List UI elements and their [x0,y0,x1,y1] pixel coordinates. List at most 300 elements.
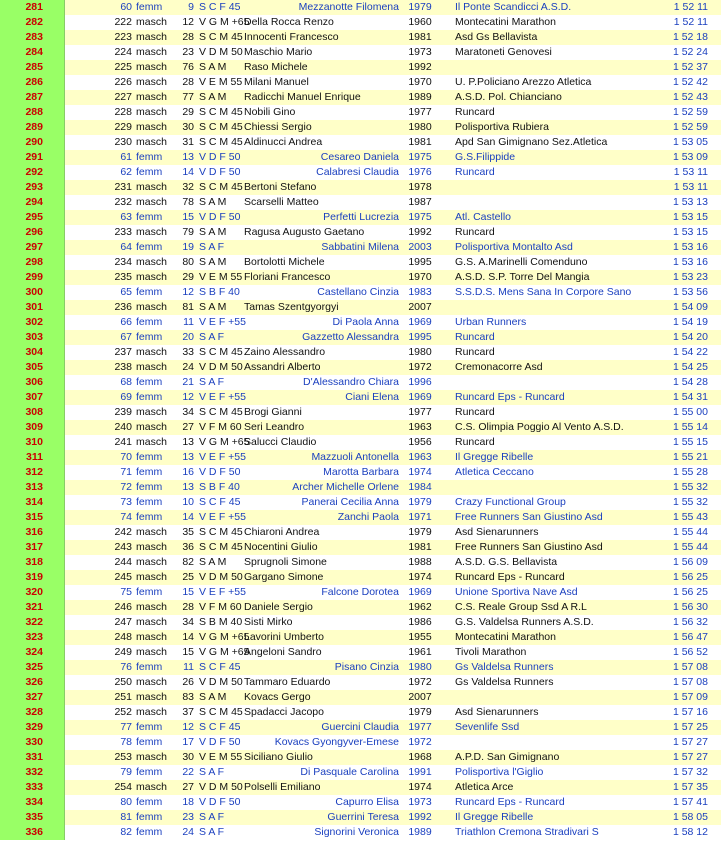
overall-position: 290 [0,135,65,150]
gender-label: masch [136,31,167,43]
gender-label: masch [136,61,167,73]
gender-label: femm [136,496,163,508]
category-rank: 34 [182,616,194,628]
overall-position: 314 [0,495,65,510]
category-code: S C M 45 [199,181,243,193]
finish-time: 1 58 05 [672,811,708,823]
birth-year: 1974 [408,571,432,583]
gender-label: femm [136,661,163,673]
gender-label: masch [136,646,167,658]
table-row [0,405,721,420]
finish-time: 1 54 09 [672,301,708,313]
birth-year: 1963 [408,421,432,433]
club-name: G.S.Filippide [455,151,516,163]
birth-year: 1977 [408,721,432,733]
category-code: S C F 45 [199,721,241,733]
overall-position: 321 [0,600,65,615]
overall-position: 282 [0,15,65,30]
table-row [0,690,721,705]
category-rank: 11 [183,661,194,673]
category-rank: 22 [182,766,194,778]
gender-label: femm [136,166,163,178]
finish-time: 1 52 37 [672,61,708,73]
gender-label: masch [136,301,167,313]
table-row [0,270,721,285]
gender-label: masch [136,46,167,58]
table-row [0,195,721,210]
overall-position: 291 [0,150,65,165]
birth-year: 1989 [408,91,432,103]
finish-time: 1 55 28 [672,466,708,478]
table-row [0,300,721,315]
birth-year: 1981 [408,136,432,148]
category-rank: 27 [182,781,194,793]
category-rank: 12 [182,391,194,403]
birth-year: 1955 [408,631,432,643]
gender-label: masch [136,181,167,193]
birth-year: 1975 [408,211,432,223]
gender-label: femm [136,316,163,328]
finish-time: 1 58 12 [672,826,708,838]
category-code: S C M 45 [199,706,243,718]
club-name: Asd Gs Bellavista [455,31,538,43]
table-row [0,375,721,390]
category-rank: 12 [182,286,194,298]
category-code: S A F [199,241,225,253]
athlete-name: Sisti Mirko [244,616,293,628]
athlete-name: Milani Manuel [244,76,309,88]
finish-time: 1 52 59 [672,121,708,133]
club-name: Urban Runners [455,316,527,328]
finish-time: 1 53 56 [672,286,708,298]
birth-year: 2007 [408,301,432,313]
finish-time: 1 57 08 [672,676,708,688]
gender-label: femm [136,331,163,343]
table-row [0,645,721,660]
finish-time: 1 53 16 [672,256,708,268]
gender-rank: 252 [114,706,132,718]
gender-rank: 77 [120,721,132,733]
category-rank: 79 [182,226,194,238]
table-row [0,510,721,525]
gender-rank: 222 [114,16,132,28]
finish-time: 1 55 32 [672,496,708,508]
finish-time: 1 53 15 [672,211,708,223]
athlete-name: Salucci Claudio [244,436,317,448]
finish-time: 1 52 11 [673,16,708,28]
category-code: V E F +55 [199,451,246,463]
gender-rank: 253 [114,751,132,763]
birth-year: 1962 [408,601,432,613]
gender-rank: 243 [114,541,132,553]
club-name: Runcard [455,106,495,118]
gender-label: masch [136,691,167,703]
club-name: Polisportiva Montalto Asd [455,241,573,253]
athlete-name: Signorini Veronica [314,826,399,838]
athlete-name: D'Alessandro Chiara [303,376,399,388]
finish-time: 1 54 22 [672,346,708,358]
category-code: V D M 50 [199,781,243,793]
table-row [0,450,721,465]
category-rank: 15 [182,586,194,598]
birth-year: 1979 [408,1,432,13]
overall-position: 309 [0,420,65,435]
birth-year: 1995 [408,331,432,343]
club-name: Free Runners San Giustino Asd [455,541,603,553]
club-name: A.S.D. G.S. Bellavista [455,556,558,568]
athlete-name: Zanchi Paola [337,511,399,523]
gender-rank: 62 [120,166,132,178]
birth-year: 1984 [408,481,432,493]
athlete-name: Della Rocca Renzo [244,16,334,28]
gender-label: masch [136,751,167,763]
club-name: Il Gregge Ribelle [455,451,534,463]
finish-time: 1 57 09 [672,691,708,703]
athlete-name: Perfetti Lucrezia [323,211,399,223]
category-code: V D M 50 [199,571,243,583]
gender-rank: 233 [114,226,132,238]
gender-label: masch [136,256,167,268]
gender-rank: 238 [114,361,132,373]
birth-year: 1972 [408,361,432,373]
overall-position: 288 [0,105,65,120]
club-name: A.P.D. San Gimignano [455,751,560,763]
club-name: Runcard [455,226,495,238]
category-code: S C M 45 [199,406,243,418]
birth-year: 1969 [408,586,432,598]
overall-position: 312 [0,465,65,480]
gender-rank: 230 [114,136,132,148]
table-row [0,0,721,15]
gender-rank: 241 [114,436,132,448]
athlete-name: Calabresi Claudia [316,166,399,178]
category-rank: 80 [182,256,194,268]
finish-time: 1 53 15 [672,226,708,238]
gender-label: masch [136,436,167,448]
gender-label: femm [136,241,163,253]
category-code: S C M 45 [199,526,243,538]
gender-rank: 240 [114,421,132,433]
category-rank: 76 [182,61,194,73]
overall-position: 313 [0,480,65,495]
birth-year: 1979 [408,706,432,718]
table-row [0,390,721,405]
birth-year: 1975 [408,151,432,163]
gender-label: masch [136,121,167,133]
table-row [0,30,721,45]
club-name: Runcard Eps - Runcard [455,391,565,403]
gender-label: masch [136,631,167,643]
finish-time: 1 56 25 [672,586,708,598]
athlete-name: Di Pasquale Carolina [300,766,399,778]
gender-label: masch [136,541,167,553]
gender-rank: 80 [120,796,132,808]
finish-time: 1 53 09 [672,151,708,163]
table-row [0,495,721,510]
gender-label: masch [136,346,167,358]
category-code: S A F [199,766,225,778]
category-code: V D M 50 [199,361,243,373]
table-row [0,585,721,600]
table-row [0,330,721,345]
athlete-name: Radicchi Manuel Enrique [244,91,361,103]
birth-year: 1969 [408,316,432,328]
gender-label: femm [136,391,163,403]
club-name: Free Runners San Giustino Asd [455,511,603,523]
club-name: Tivoli Marathon [455,646,527,658]
athlete-name: Chiaroni Andrea [244,526,320,538]
category-rank: 37 [182,706,194,718]
birth-year: 1992 [408,226,432,238]
gender-label: masch [136,271,167,283]
birth-year: 1978 [408,181,432,193]
club-name: S.S.D.S. Mens Sana In Corpore Sano [455,286,632,298]
category-code: S C M 45 [199,136,243,148]
gender-label: masch [136,781,167,793]
finish-time: 1 55 15 [672,436,708,448]
finish-time: 1 52 18 [672,31,708,43]
category-rank: 30 [182,751,194,763]
gender-label: masch [136,136,167,148]
category-code: S C M 45 [199,106,243,118]
table-row [0,630,721,645]
athlete-name: Daniele Sergio [244,601,313,613]
overall-position: 297 [0,240,65,255]
gender-label: masch [136,601,167,613]
category-rank: 14 [182,511,194,523]
finish-time: 1 55 32 [672,481,708,493]
overall-position: 307 [0,390,65,405]
finish-time: 1 53 23 [672,271,708,283]
gender-label: femm [136,826,163,838]
club-name: A.S.D. S.P. Torre Del Mangia [455,271,590,283]
club-name: Gs Valdelsa Runners [455,676,554,688]
gender-rank: 244 [114,556,132,568]
category-code: V D M 50 [199,46,243,58]
table-row [0,735,721,750]
table-row [0,465,721,480]
finish-time: 1 57 27 [672,736,708,748]
category-code: V G M +65 [199,631,249,643]
category-rank: 20 [182,331,194,343]
birth-year: 1980 [408,121,432,133]
overall-position: 324 [0,645,65,660]
category-rank: 28 [182,31,194,43]
club-name: Il Gregge Ribelle [455,811,534,823]
birth-year: 1977 [408,406,432,418]
overall-position: 300 [0,285,65,300]
finish-time: 1 57 16 [672,706,708,718]
overall-position: 306 [0,375,65,390]
club-name: Triathlon Cremona Stradivari S [455,826,599,838]
birth-year: 1970 [408,76,432,88]
finish-time: 1 52 59 [672,106,708,118]
table-row [0,120,721,135]
gender-rank: 74 [120,511,132,523]
gender-rank: 232 [114,196,132,208]
table-row [0,600,721,615]
category-rank: 31 [182,136,194,148]
gender-rank: 228 [114,106,132,118]
overall-position: 292 [0,165,65,180]
table-row [0,15,721,30]
gender-rank: 245 [114,571,132,583]
finish-time: 1 52 42 [672,76,708,88]
finish-time: 1 53 16 [672,241,708,253]
gender-rank: 239 [114,406,132,418]
birth-year: 1968 [408,751,432,763]
finish-time: 1 57 32 [672,766,708,778]
athlete-name: Archer Michelle Orlene [292,481,399,493]
gender-rank: 231 [114,181,132,193]
category-code: S C F 45 [199,1,241,13]
gender-label: femm [136,736,163,748]
category-code: V E M 55 [199,751,243,763]
birth-year: 1988 [408,556,432,568]
club-name: Runcard Eps - Runcard [455,571,565,583]
overall-position: 319 [0,570,65,585]
birth-year: 1979 [408,496,432,508]
table-row [0,105,721,120]
table-row [0,210,721,225]
overall-position: 308 [0,405,65,420]
athlete-name: Gazzetto Alessandra [302,331,399,343]
finish-time: 1 54 25 [672,361,708,373]
category-rank: 14 [182,631,194,643]
category-rank: 13 [182,151,194,163]
gender-rank: 70 [120,451,132,463]
gender-rank: 251 [114,691,132,703]
gender-rank: 68 [120,376,132,388]
category-code: S A F [199,811,225,823]
category-rank: 81 [182,301,194,313]
gender-label: femm [136,151,163,163]
gender-rank: 73 [120,496,132,508]
finish-time: 1 53 11 [673,181,708,193]
finish-time: 1 55 21 [672,451,708,463]
athlete-name: Raso Michele [244,61,308,73]
birth-year: 1963 [408,451,432,463]
gender-rank: 225 [114,61,132,73]
category-rank: 11 [183,316,194,328]
gender-label: masch [136,526,167,538]
overall-position: 335 [0,810,65,825]
club-name: Asd Sienarunners [455,706,539,718]
finish-time: 1 54 19 [672,316,708,328]
table-row [0,675,721,690]
finish-time: 1 54 20 [672,331,708,343]
category-code: S C M 45 [199,31,243,43]
finish-time: 1 54 28 [672,376,708,388]
gender-rank: 235 [114,271,132,283]
overall-position: 286 [0,75,65,90]
athlete-name: Floriani Francesco [244,271,331,283]
birth-year: 1981 [408,31,432,43]
category-code: V G M +65 [199,436,249,448]
gender-rank: 229 [114,121,132,133]
category-code: S A F [199,826,225,838]
athlete-name: Spadacci Jacopo [244,706,324,718]
gender-rank: 67 [120,331,132,343]
overall-position: 329 [0,720,65,735]
category-code: S C M 45 [199,346,243,358]
gender-rank: 236 [114,301,132,313]
gender-rank: 76 [120,661,132,673]
overall-position: 333 [0,780,65,795]
club-name: C.S. Reale Group Ssd A R.L [455,601,587,613]
finish-time: 1 57 35 [672,781,708,793]
category-rank: 33 [182,346,194,358]
athlete-name: Brogi Gianni [244,406,302,418]
gender-label: masch [136,16,167,28]
overall-position: 334 [0,795,65,810]
table-row [0,150,721,165]
gender-rank: 82 [120,826,132,838]
club-name: Runcard Eps - Runcard [455,796,565,808]
birth-year: 1970 [408,271,432,283]
overall-position: 317 [0,540,65,555]
athlete-name: Nocentini Giulio [244,541,318,553]
gender-rank: 71 [120,466,132,478]
overall-position: 287 [0,90,65,105]
birth-year: 1960 [408,16,432,28]
finish-time: 1 56 52 [672,646,708,658]
athlete-name: Castellano Cinzia [317,286,399,298]
finish-time: 1 53 13 [672,196,708,208]
club-name: Montecatini Marathon [455,631,556,643]
birth-year: 1987 [408,196,432,208]
overall-position: 328 [0,705,65,720]
athlete-name: Kovacs Gergo [244,691,311,703]
overall-position: 305 [0,360,65,375]
gender-rank: 75 [120,586,132,598]
club-name: Unione Sportiva Nave Asd [455,586,578,598]
birth-year: 2003 [408,241,432,253]
category-rank: 15 [182,646,194,658]
overall-position: 281 [0,0,65,15]
athlete-name: Falcone Dorotea [321,586,399,598]
category-rank: 28 [182,76,194,88]
overall-position: 299 [0,270,65,285]
finish-time: 1 56 47 [672,631,708,643]
category-rank: 23 [182,46,194,58]
gender-label: femm [136,466,163,478]
gender-rank: 79 [120,766,132,778]
category-code: V D F 50 [199,166,241,178]
finish-time: 1 52 11 [673,1,708,13]
athlete-name: Zaino Alessandro [244,346,326,358]
gender-label: femm [136,451,163,463]
finish-time: 1 56 09 [672,556,708,568]
athlete-name: Kovacs Gyongyver-Emese [274,736,399,748]
category-code: V E M 55 [199,271,243,283]
overall-position: 331 [0,750,65,765]
gender-rank: 65 [120,286,132,298]
table-row [0,825,721,840]
gender-rank: 72 [120,481,132,493]
overall-position: 296 [0,225,65,240]
birth-year: 1996 [408,376,432,388]
birth-year: 1989 [408,826,432,838]
finish-time: 1 57 41 [672,796,708,808]
category-code: V D M 50 [199,676,243,688]
table-row [0,555,721,570]
birth-year: 1986 [408,616,432,628]
birth-year: 1974 [408,466,432,478]
category-rank: 32 [182,181,194,193]
finish-time: 1 56 32 [672,616,708,628]
table-row [0,795,721,810]
